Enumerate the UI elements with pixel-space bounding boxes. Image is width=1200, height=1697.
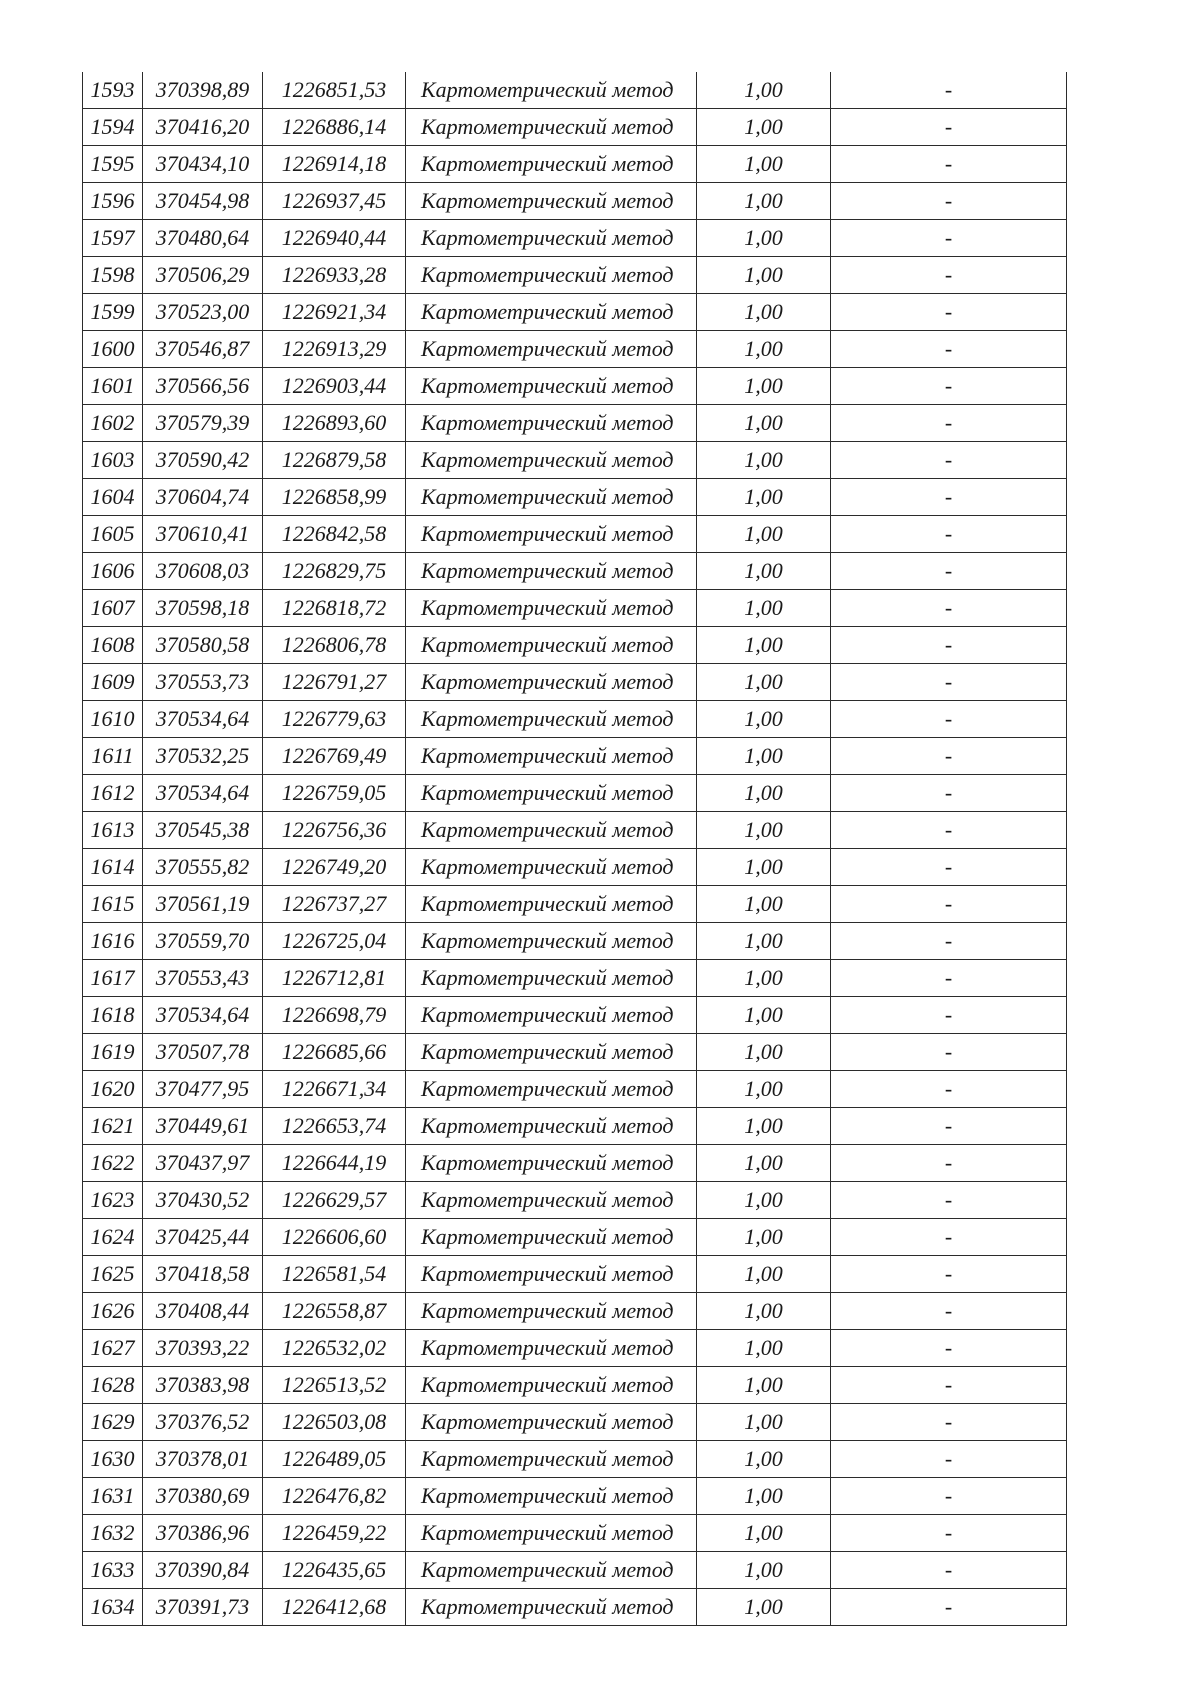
- note-cell: -: [831, 701, 1067, 738]
- accuracy-cell: 1,00: [697, 1182, 831, 1219]
- accuracy-cell: 1,00: [697, 923, 831, 960]
- table-row: [83, 1552, 1067, 1589]
- x-coordinate-cell: 370416,20: [143, 109, 263, 146]
- method-cell: Картометрический метод: [406, 1071, 697, 1108]
- point-number-cell: 1593: [83, 72, 143, 109]
- y-coordinate-cell: 1226937,45: [263, 183, 406, 220]
- accuracy-cell: 1,00: [697, 1108, 831, 1145]
- accuracy-cell: 1,00: [697, 1293, 831, 1330]
- table-row: [83, 812, 1067, 849]
- accuracy-cell: 1,00: [697, 627, 831, 664]
- method-cell: Картометрический метод: [406, 1404, 697, 1441]
- note-cell: -: [831, 294, 1067, 331]
- point-number-cell: 1620: [83, 1071, 143, 1108]
- x-coordinate-cell: 370477,95: [143, 1071, 263, 1108]
- point-number-cell: 1608: [83, 627, 143, 664]
- table-row: [83, 516, 1067, 553]
- note-cell: -: [831, 146, 1067, 183]
- method-cell: Картометрический метод: [406, 479, 697, 516]
- table-row: [83, 1515, 1067, 1552]
- point-number-cell: 1633: [83, 1552, 143, 1589]
- x-coordinate-cell: 370408,44: [143, 1293, 263, 1330]
- table-row: [83, 886, 1067, 923]
- y-coordinate-cell: 1226818,72: [263, 590, 406, 627]
- accuracy-cell: 1,00: [697, 331, 831, 368]
- accuracy-cell: 1,00: [697, 405, 831, 442]
- note-cell: -: [831, 1441, 1067, 1478]
- note-cell: -: [831, 997, 1067, 1034]
- method-cell: Картометрический метод: [406, 997, 697, 1034]
- x-coordinate-cell: 370580,58: [143, 627, 263, 664]
- accuracy-cell: 1,00: [697, 220, 831, 257]
- table-row: [83, 72, 1067, 109]
- table-row: [83, 1182, 1067, 1219]
- method-cell: Картометрический метод: [406, 627, 697, 664]
- y-coordinate-cell: 1226532,02: [263, 1330, 406, 1367]
- point-number-cell: 1628: [83, 1367, 143, 1404]
- table-row: [83, 1330, 1067, 1367]
- method-cell: Картометрический метод: [406, 1034, 697, 1071]
- accuracy-cell: 1,00: [697, 1367, 831, 1404]
- note-cell: -: [831, 1182, 1067, 1219]
- table-row: [83, 294, 1067, 331]
- x-coordinate-cell: 370425,44: [143, 1219, 263, 1256]
- accuracy-cell: 1,00: [697, 960, 831, 997]
- accuracy-cell: 1,00: [697, 1478, 831, 1515]
- y-coordinate-cell: 1226940,44: [263, 220, 406, 257]
- table-row: [83, 109, 1067, 146]
- accuracy-cell: 1,00: [697, 775, 831, 812]
- point-number-cell: 1616: [83, 923, 143, 960]
- x-coordinate-cell: 370376,52: [143, 1404, 263, 1441]
- note-cell: -: [831, 886, 1067, 923]
- method-cell: Картометрический метод: [406, 368, 697, 405]
- x-coordinate-cell: 370561,19: [143, 886, 263, 923]
- method-cell: Картометрический метод: [406, 812, 697, 849]
- y-coordinate-cell: 1226558,87: [263, 1293, 406, 1330]
- accuracy-cell: 1,00: [697, 590, 831, 627]
- table-row: [83, 479, 1067, 516]
- point-number-cell: 1613: [83, 812, 143, 849]
- note-cell: -: [831, 1478, 1067, 1515]
- accuracy-cell: 1,00: [697, 1404, 831, 1441]
- coordinates-table: [82, 72, 1067, 1626]
- point-number-cell: 1603: [83, 442, 143, 479]
- accuracy-cell: 1,00: [697, 738, 831, 775]
- table-row: [83, 1071, 1067, 1108]
- x-coordinate-cell: 370555,82: [143, 849, 263, 886]
- table-row: [83, 368, 1067, 405]
- accuracy-cell: 1,00: [697, 516, 831, 553]
- point-number-cell: 1624: [83, 1219, 143, 1256]
- point-number-cell: 1609: [83, 664, 143, 701]
- y-coordinate-cell: 1226759,05: [263, 775, 406, 812]
- table-row: [83, 590, 1067, 627]
- table-row: [83, 627, 1067, 664]
- method-cell: Картометрический метод: [406, 405, 697, 442]
- point-number-cell: 1598: [83, 257, 143, 294]
- method-cell: Картометрический метод: [406, 1219, 697, 1256]
- accuracy-cell: 1,00: [697, 701, 831, 738]
- y-coordinate-cell: 1226459,22: [263, 1515, 406, 1552]
- x-coordinate-cell: 370598,18: [143, 590, 263, 627]
- method-cell: Картометрический метод: [406, 1293, 697, 1330]
- point-number-cell: 1621: [83, 1108, 143, 1145]
- accuracy-cell: 1,00: [697, 294, 831, 331]
- y-coordinate-cell: 1226791,27: [263, 664, 406, 701]
- y-coordinate-cell: 1226685,66: [263, 1034, 406, 1071]
- point-number-cell: 1630: [83, 1441, 143, 1478]
- note-cell: -: [831, 1071, 1067, 1108]
- note-cell: -: [831, 1367, 1067, 1404]
- y-coordinate-cell: 1226712,81: [263, 960, 406, 997]
- accuracy-cell: 1,00: [697, 553, 831, 590]
- method-cell: Картометрический метод: [406, 553, 697, 590]
- accuracy-cell: 1,00: [697, 849, 831, 886]
- y-coordinate-cell: 1226653,74: [263, 1108, 406, 1145]
- point-number-cell: 1623: [83, 1182, 143, 1219]
- method-cell: Картометрический метод: [406, 886, 697, 923]
- point-number-cell: 1600: [83, 331, 143, 368]
- accuracy-cell: 1,00: [697, 812, 831, 849]
- x-coordinate-cell: 370534,64: [143, 701, 263, 738]
- table-row: [83, 997, 1067, 1034]
- point-number-cell: 1626: [83, 1293, 143, 1330]
- note-cell: -: [831, 516, 1067, 553]
- x-coordinate-cell: 370430,52: [143, 1182, 263, 1219]
- accuracy-cell: 1,00: [697, 1145, 831, 1182]
- y-coordinate-cell: 1226769,49: [263, 738, 406, 775]
- method-cell: Картометрический метод: [406, 960, 697, 997]
- accuracy-cell: 1,00: [697, 1589, 831, 1626]
- table-row: [83, 664, 1067, 701]
- accuracy-cell: 1,00: [697, 368, 831, 405]
- method-cell: Картометрический метод: [406, 72, 697, 109]
- note-cell: -: [831, 1552, 1067, 1589]
- point-number-cell: 1605: [83, 516, 143, 553]
- accuracy-cell: 1,00: [697, 1219, 831, 1256]
- note-cell: -: [831, 1293, 1067, 1330]
- accuracy-cell: 1,00: [697, 1071, 831, 1108]
- accuracy-cell: 1,00: [697, 183, 831, 220]
- note-cell: -: [831, 1219, 1067, 1256]
- table-row: [83, 257, 1067, 294]
- coordinates-table-body: [83, 72, 1067, 1626]
- table-row: [83, 1108, 1067, 1145]
- y-coordinate-cell: 1226503,08: [263, 1404, 406, 1441]
- x-coordinate-cell: 370506,29: [143, 257, 263, 294]
- x-coordinate-cell: 370418,58: [143, 1256, 263, 1293]
- x-coordinate-cell: 370534,64: [143, 775, 263, 812]
- method-cell: Картометрический метод: [406, 183, 697, 220]
- note-cell: -: [831, 775, 1067, 812]
- y-coordinate-cell: 1226914,18: [263, 146, 406, 183]
- table-row: [83, 1478, 1067, 1515]
- table-row: [83, 738, 1067, 775]
- method-cell: Картометрический метод: [406, 1478, 697, 1515]
- x-coordinate-cell: 370608,03: [143, 553, 263, 590]
- table-row: [83, 553, 1067, 590]
- y-coordinate-cell: 1226829,75: [263, 553, 406, 590]
- point-number-cell: 1627: [83, 1330, 143, 1367]
- method-cell: Картометрический метод: [406, 1441, 697, 1478]
- x-coordinate-cell: 370604,74: [143, 479, 263, 516]
- note-cell: -: [831, 738, 1067, 775]
- point-number-cell: 1617: [83, 960, 143, 997]
- y-coordinate-cell: 1226476,82: [263, 1478, 406, 1515]
- y-coordinate-cell: 1226698,79: [263, 997, 406, 1034]
- accuracy-cell: 1,00: [697, 1552, 831, 1589]
- note-cell: -: [831, 1145, 1067, 1182]
- table-row: [83, 1589, 1067, 1626]
- note-cell: -: [831, 1404, 1067, 1441]
- point-number-cell: 1607: [83, 590, 143, 627]
- y-coordinate-cell: 1226806,78: [263, 627, 406, 664]
- y-coordinate-cell: 1226842,58: [263, 516, 406, 553]
- note-cell: -: [831, 627, 1067, 664]
- point-number-cell: 1634: [83, 1589, 143, 1626]
- note-cell: -: [831, 220, 1067, 257]
- y-coordinate-cell: 1226725,04: [263, 923, 406, 960]
- y-coordinate-cell: 1226629,57: [263, 1182, 406, 1219]
- table-row: [83, 849, 1067, 886]
- x-coordinate-cell: 370454,98: [143, 183, 263, 220]
- accuracy-cell: 1,00: [697, 1515, 831, 1552]
- x-coordinate-cell: 370545,38: [143, 812, 263, 849]
- method-cell: Картометрический метод: [406, 590, 697, 627]
- y-coordinate-cell: 1226606,60: [263, 1219, 406, 1256]
- note-cell: -: [831, 1330, 1067, 1367]
- accuracy-cell: 1,00: [697, 886, 831, 923]
- note-cell: -: [831, 442, 1067, 479]
- note-cell: -: [831, 109, 1067, 146]
- point-number-cell: 1622: [83, 1145, 143, 1182]
- x-coordinate-cell: 370391,73: [143, 1589, 263, 1626]
- point-number-cell: 1615: [83, 886, 143, 923]
- x-coordinate-cell: 370559,70: [143, 923, 263, 960]
- point-number-cell: 1625: [83, 1256, 143, 1293]
- table-row: [83, 775, 1067, 812]
- note-cell: -: [831, 812, 1067, 849]
- point-number-cell: 1594: [83, 109, 143, 146]
- method-cell: Картометрический метод: [406, 775, 697, 812]
- accuracy-cell: 1,00: [697, 257, 831, 294]
- table-row: [83, 183, 1067, 220]
- method-cell: Картометрический метод: [406, 923, 697, 960]
- method-cell: Картометрический метод: [406, 516, 697, 553]
- table-row: [83, 1034, 1067, 1071]
- x-coordinate-cell: 370553,43: [143, 960, 263, 997]
- point-number-cell: 1612: [83, 775, 143, 812]
- y-coordinate-cell: 1226737,27: [263, 886, 406, 923]
- y-coordinate-cell: 1226513,52: [263, 1367, 406, 1404]
- x-coordinate-cell: 370532,25: [143, 738, 263, 775]
- note-cell: -: [831, 590, 1067, 627]
- y-coordinate-cell: 1226644,19: [263, 1145, 406, 1182]
- point-number-cell: 1597: [83, 220, 143, 257]
- method-cell: Картометрический метод: [406, 294, 697, 331]
- table-row: [83, 923, 1067, 960]
- table-row: [83, 331, 1067, 368]
- accuracy-cell: 1,00: [697, 1441, 831, 1478]
- accuracy-cell: 1,00: [697, 146, 831, 183]
- x-coordinate-cell: 370523,00: [143, 294, 263, 331]
- x-coordinate-cell: 370553,73: [143, 664, 263, 701]
- note-cell: -: [831, 257, 1067, 294]
- method-cell: Картометрический метод: [406, 1367, 697, 1404]
- point-number-cell: 1606: [83, 553, 143, 590]
- y-coordinate-cell: 1226903,44: [263, 368, 406, 405]
- note-cell: -: [831, 1256, 1067, 1293]
- accuracy-cell: 1,00: [697, 1034, 831, 1071]
- point-number-cell: 1614: [83, 849, 143, 886]
- method-cell: Картометрический метод: [406, 738, 697, 775]
- point-number-cell: 1632: [83, 1515, 143, 1552]
- method-cell: Картометрический метод: [406, 331, 697, 368]
- y-coordinate-cell: 1226858,99: [263, 479, 406, 516]
- method-cell: Картометрический метод: [406, 109, 697, 146]
- y-coordinate-cell: 1226435,65: [263, 1552, 406, 1589]
- point-number-cell: 1618: [83, 997, 143, 1034]
- point-number-cell: 1611: [83, 738, 143, 775]
- point-number-cell: 1631: [83, 1478, 143, 1515]
- y-coordinate-cell: 1226756,36: [263, 812, 406, 849]
- note-cell: -: [831, 479, 1067, 516]
- table-row: [83, 1256, 1067, 1293]
- x-coordinate-cell: 370480,64: [143, 220, 263, 257]
- note-cell: -: [831, 368, 1067, 405]
- table-row: [83, 220, 1067, 257]
- x-coordinate-cell: 370393,22: [143, 1330, 263, 1367]
- accuracy-cell: 1,00: [697, 479, 831, 516]
- table-row: [83, 405, 1067, 442]
- x-coordinate-cell: 370378,01: [143, 1441, 263, 1478]
- accuracy-cell: 1,00: [697, 997, 831, 1034]
- method-cell: Картометрический метод: [406, 1589, 697, 1626]
- note-cell: -: [831, 923, 1067, 960]
- point-number-cell: 1619: [83, 1034, 143, 1071]
- y-coordinate-cell: 1226779,63: [263, 701, 406, 738]
- note-cell: -: [831, 664, 1067, 701]
- table-row: [83, 1145, 1067, 1182]
- note-cell: -: [831, 1034, 1067, 1071]
- y-coordinate-cell: 1226671,34: [263, 1071, 406, 1108]
- x-coordinate-cell: 370579,39: [143, 405, 263, 442]
- y-coordinate-cell: 1226412,68: [263, 1589, 406, 1626]
- y-coordinate-cell: 1226879,58: [263, 442, 406, 479]
- y-coordinate-cell: 1226893,60: [263, 405, 406, 442]
- point-number-cell: 1602: [83, 405, 143, 442]
- note-cell: -: [831, 849, 1067, 886]
- point-number-cell: 1629: [83, 1404, 143, 1441]
- y-coordinate-cell: 1226851,53: [263, 72, 406, 109]
- x-coordinate-cell: 370534,64: [143, 997, 263, 1034]
- x-coordinate-cell: 370546,87: [143, 331, 263, 368]
- table-row: [83, 1441, 1067, 1478]
- table-row: [83, 1219, 1067, 1256]
- point-number-cell: 1610: [83, 701, 143, 738]
- accuracy-cell: 1,00: [697, 664, 831, 701]
- note-cell: -: [831, 1515, 1067, 1552]
- table-row: [83, 960, 1067, 997]
- method-cell: Картометрический метод: [406, 849, 697, 886]
- method-cell: Картометрический метод: [406, 257, 697, 294]
- method-cell: Картометрический метод: [406, 1108, 697, 1145]
- method-cell: Картометрический метод: [406, 1330, 697, 1367]
- table-row: [83, 442, 1067, 479]
- x-coordinate-cell: 370437,97: [143, 1145, 263, 1182]
- x-coordinate-cell: 370449,61: [143, 1108, 263, 1145]
- x-coordinate-cell: 370434,10: [143, 146, 263, 183]
- y-coordinate-cell: 1226933,28: [263, 257, 406, 294]
- note-cell: -: [831, 183, 1067, 220]
- method-cell: Картометрический метод: [406, 1515, 697, 1552]
- table-row: [83, 701, 1067, 738]
- table-row: [83, 1404, 1067, 1441]
- x-coordinate-cell: 370386,96: [143, 1515, 263, 1552]
- y-coordinate-cell: 1226749,20: [263, 849, 406, 886]
- method-cell: Картометрический метод: [406, 146, 697, 183]
- y-coordinate-cell: 1226913,29: [263, 331, 406, 368]
- x-coordinate-cell: 370383,98: [143, 1367, 263, 1404]
- method-cell: Картометрический метод: [406, 701, 697, 738]
- x-coordinate-cell: 370398,89: [143, 72, 263, 109]
- note-cell: -: [831, 405, 1067, 442]
- y-coordinate-cell: 1226489,05: [263, 1441, 406, 1478]
- x-coordinate-cell: 370566,56: [143, 368, 263, 405]
- note-cell: -: [831, 1108, 1067, 1145]
- accuracy-cell: 1,00: [697, 72, 831, 109]
- y-coordinate-cell: 1226886,14: [263, 109, 406, 146]
- accuracy-cell: 1,00: [697, 109, 831, 146]
- x-coordinate-cell: 370507,78: [143, 1034, 263, 1071]
- table-row: [83, 1367, 1067, 1404]
- point-number-cell: 1599: [83, 294, 143, 331]
- accuracy-cell: 1,00: [697, 1256, 831, 1293]
- note-cell: -: [831, 331, 1067, 368]
- x-coordinate-cell: 370590,42: [143, 442, 263, 479]
- accuracy-cell: 1,00: [697, 1330, 831, 1367]
- method-cell: Картометрический метод: [406, 442, 697, 479]
- x-coordinate-cell: 370380,69: [143, 1478, 263, 1515]
- note-cell: -: [831, 1589, 1067, 1626]
- note-cell: -: [831, 72, 1067, 109]
- x-coordinate-cell: 370610,41: [143, 516, 263, 553]
- table-row: [83, 1293, 1067, 1330]
- point-number-cell: 1604: [83, 479, 143, 516]
- point-number-cell: 1596: [83, 183, 143, 220]
- method-cell: Картометрический метод: [406, 1552, 697, 1589]
- y-coordinate-cell: 1226581,54: [263, 1256, 406, 1293]
- method-cell: Картометрический метод: [406, 664, 697, 701]
- note-cell: -: [831, 553, 1067, 590]
- x-coordinate-cell: 370390,84: [143, 1552, 263, 1589]
- table-row: [83, 146, 1067, 183]
- note-cell: -: [831, 960, 1067, 997]
- y-coordinate-cell: 1226921,34: [263, 294, 406, 331]
- method-cell: Картометрический метод: [406, 1145, 697, 1182]
- method-cell: Картометрический метод: [406, 220, 697, 257]
- accuracy-cell: 1,00: [697, 442, 831, 479]
- point-number-cell: 1601: [83, 368, 143, 405]
- point-number-cell: 1595: [83, 146, 143, 183]
- method-cell: Картометрический метод: [406, 1256, 697, 1293]
- method-cell: Картометрический метод: [406, 1182, 697, 1219]
